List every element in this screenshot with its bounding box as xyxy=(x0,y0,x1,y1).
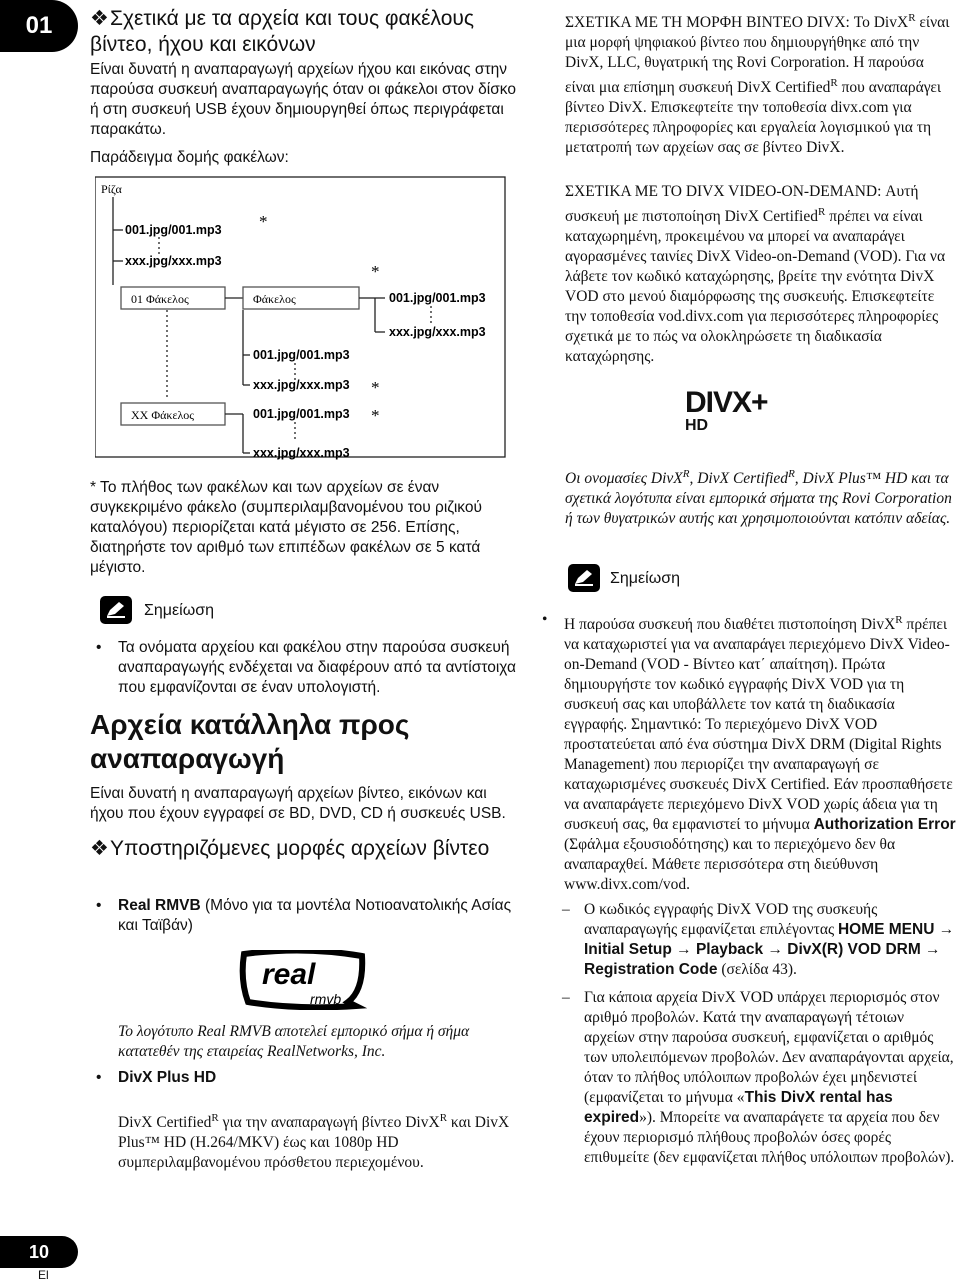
list-item: – Για κάποια αρχεία DivX VOD υπάρχει περιορισμός στον αριθμό προβολών. Κατά την αναπαραγωγή τέτοιων αρχείων στην παρούσα συσκευή, εμφανίζεται ο αριθμός των υπολειπόμενων προβολών. Δεν αναπαράγονται αρχεία, όταν το πλήθος υπόλοιπων προβολών έχει μηδενιστεί (εμφανίζεται το μήνυμα «This DivX rental has expired»). Μπορείτε να αναπαράγετε τα αρχεία που δεν έχουν περιορισμό πλήθους προβολών όσες φορές επιθυμείτε (δεν εμφανίζεται πλήθος υπόλοιπων προβολών). xyxy=(562,988,956,1168)
example-label: Παράδειγμα δομής φακέλων: xyxy=(90,149,289,166)
divx-video-paragraph: ΣΧΕΤΙΚΑ ΜΕ ΤΗ ΜΟΡΦΗ ΒΙΝΤΕΟ DIVX: Το DivX$^R$ είναι μια μορφή ψηφιακού βίντεο που δημιουργήθηκε από την DivX, LLC, θυγατρική της Rovi Corporation. Η παρούσα είναι μια επίσημη συσκευή DivX Certified$^R$ που αναπαράγει βίντεο DivX. Επισκεφτείτε την τοποθεσία divx.com για περισσότερες πληροφορίες και εργαλεία λογισμικού για τη μετατροπή των αρχείων σας σε βίντεο DivX. xyxy=(565,12,950,157)
diagram-file: xxx.jpg/xxx.mp3 xyxy=(389,325,486,339)
chapter-number: 01 xyxy=(25,12,53,39)
registered-mark: R xyxy=(211,1112,219,1124)
divx-list xyxy=(96,1068,516,1088)
divx-dash-list xyxy=(562,900,956,1168)
chapter-tab xyxy=(0,0,78,52)
diagram-root-label: Ρίζα xyxy=(101,182,122,196)
section-heading-video-formats: ❖Υποστηριζόμενες μορφές αρχείων βίντεο xyxy=(90,837,490,860)
note-icon xyxy=(100,596,132,624)
diagram-file: 001.jpg/001.mp3 xyxy=(125,223,222,237)
registered-mark: R xyxy=(817,206,826,218)
divx-plus-paragraph: DivX Certified$^R$ για την αναπαραγωγή βίντεο DivX$^R$ και DivX Plus™ HD (H.264/MKV) έως και 1080p HD συμπεριλαμβανομένου πρόσθετου περιεχομένου. xyxy=(118,1112,510,1172)
page-heading-playable-files: Αρχεία κατάλληλα προς αναπαραγωγή xyxy=(90,709,410,774)
diagram-file: 001.jpg/001.mp3 xyxy=(253,348,350,362)
playable-files-paragraph: Είναι δυνατή η αναπαραγωγή αρχείων βίντεο, εικόνων και ήχου που έχουν εγγραφεί σε BD, DVD, CD ή συσκευές USB. xyxy=(90,785,506,822)
page-number: 10 xyxy=(0,1236,78,1268)
note-icon xyxy=(568,564,600,592)
list-item: • Real RMVB (Μόνο για τα μοντέλα Νοτιοανατολικής Ασίας και Ταϊβάν) xyxy=(96,896,516,936)
registered-mark: R xyxy=(908,12,916,24)
diagram-star: * xyxy=(371,378,380,397)
diamond-icon: ❖ xyxy=(90,837,109,860)
registered-mark: R xyxy=(682,468,690,480)
logo-hd-word: HD xyxy=(685,417,709,434)
folder-structure-diagram xyxy=(95,175,515,465)
note-label: Σημείωση xyxy=(610,570,680,587)
diagram-folder-xx: XX Φάκελος xyxy=(131,408,195,422)
registered-mark: R xyxy=(439,1112,448,1124)
rmvb-list xyxy=(96,896,516,936)
logo-divx-word: DIVX+ xyxy=(685,386,768,419)
diagram-star: * xyxy=(259,212,268,231)
list-item: • DivX Plus HD xyxy=(96,1068,516,1088)
logo-rmvb-word: rmvb xyxy=(310,991,342,1007)
list-item: • Η παρούσα συσκευή που διαθέτει πιστοποίηση DivX$^R$ πρέπει να καταχωριστεί για να αναπαράγει περιεχόμενο DivX Video-on-Demand (VOD - Βίντεο κατ΄ απαίτηση). Πρώτα δημιουργήστε τον κωδικό εγγραφής DivX VOD για τη συσκευή σας και υποβάλλετε τον κατά τη διαδικασία εγγραφής. Σημαντικό: Το περιεχόμενο DivX VOD προστατεύεται από ένα σύστημα DivX DRM (Digital Rights Management) που περιορίζει την αναπαραγωγή σε καταχωρισμένες συσκευές DivX Certified. Εάν προσπαθήσετε να αναπαράγετε περιεχόμενο DivX VOD χωρίς άδεια για τη συσκευή σας, θα εμφανιστεί το μήνυμα Authorization Error (Σφάλμα εξουσιοδότησης) και το περιεχόμενο δεν θα αναπαραχθεί. Μάθετε περισσότερα στη διεύθυνση www.divx.com/vod. xyxy=(542,610,956,895)
note-list xyxy=(96,638,516,698)
diagram-file: xxx.jpg/xxx.mp3 xyxy=(125,254,222,268)
registered-mark: R xyxy=(895,614,903,626)
divx-note-list xyxy=(542,610,956,895)
list-item: • Τα ονόματα αρχείου και φακέλου στην παρούσα συσκευή αναπαραγωγής ενδέχεται να διαφέρουν από τα αντίστοιχα που εμφανίζονται σε έναν υπολογιστή. xyxy=(96,638,516,698)
diagram-file: xxx.jpg/xxx.mp3 xyxy=(253,378,350,392)
registered-mark: R xyxy=(830,77,838,90)
registered-mark: R xyxy=(788,468,795,480)
page-language: El xyxy=(38,1268,49,1282)
note-label: Σημείωση xyxy=(144,602,214,619)
diagram-file: 001.jpg/001.mp3 xyxy=(389,291,486,305)
logo-real-word: real xyxy=(262,958,316,991)
diagram-file: 001.jpg/001.mp3 xyxy=(253,407,350,421)
menu-path: HOME MENU → Initial Setup → Playback → DivX(R) VOD DRM → Registration Code xyxy=(584,921,955,978)
rmvb-trademark: Το λογότυπο Real RMVB αποτελεί εμπορικό σήμα ή σήμα κατατεθέν της εταιρείας RealNetworks, Inc. xyxy=(118,1023,470,1060)
diagram-star: * xyxy=(371,262,380,281)
intro-paragraph: Είναι δυνατή η αναπαραγωγή αρχείων ήχου και εικόνας στην παρούσα συσκευή αναπαραγωγής όταν οι φάκελοι στον δίσκο ή στη συσκευή USB έχουν δημιουργηθεί όπως περιγράφεται παρακάτω. xyxy=(90,61,516,138)
divx-trademark: Οι ονομασίες DivX$^R$, DivX Certified$^R$, DivX Plus™ HD και τα σχετικά λογότυπα είναι εμπορικά σήματα της Rovi Corporation ή των θυγατρικών αυτής και χρησιμοποιούνται κατόπιν αδείας. xyxy=(565,468,952,528)
section-heading-files: ❖Σχετικά με τα αρχεία και τους φακέλους βίντεο, ήχου και εικόνων xyxy=(90,7,475,56)
diagram-star: * xyxy=(371,406,380,425)
diamond-icon: ❖ xyxy=(90,7,109,30)
diagram-folder: Φάκελος xyxy=(253,292,296,306)
divx-plus-hd-logo xyxy=(685,388,815,434)
footnote-paragraph: * Το πλήθος των φακέλων και των αρχείων σε έναν συγκεκριμένο φάκελο (συμπεριλαμβανομένου του ριζικού καταλόγου) περιορίζεται κατά μέγιστο σε 256. Επίσης, διατηρήστε τον αριθμό των επιπέδων φακέλων σε 5 κατά μέγιστο. xyxy=(90,479,482,576)
diagram-file: xxx.jpg/xxx.mp3 xyxy=(253,446,350,460)
diagram-folder-01: 01 Φάκελος xyxy=(131,292,189,306)
real-rmvb-logo xyxy=(238,950,368,1010)
divx-vod-paragraph: ΣΧΕΤΙΚΑ ΜΕ ΤΟ DIVX VIDEO-ON-DEMAND: Αυτή συσκευή με πιστοποίηση DivX Certified$^R$ πρέπει να είναι καταχωρημένη, προκειμένου να μπορεί να αναπαράγει αγορασμένες ταινίες DivX Video-on-Demand (VOD). Για να λάβετε τον κωδικό καταχώρησης, βρείτε την ενότητα DivX VOD στο μενού διαμόρφωσης της συσκευής. Επισκεφτείτε την τοποθεσία vod.divx.com για περισσότερες πληροφορίες σχετικά με το πώς να ολοκληρώσετε τη διαδικασία καταχώρησης. xyxy=(565,183,946,366)
list-item: – Ο κωδικός εγγραφής DivX VOD της συσκευής αναπαραγωγής εμφανίζεται επιλέγοντας HOME MENU → Initial Setup → Playback → DivX(R) VOD DRM → Registration Code (σελίδα 43). xyxy=(562,900,956,980)
